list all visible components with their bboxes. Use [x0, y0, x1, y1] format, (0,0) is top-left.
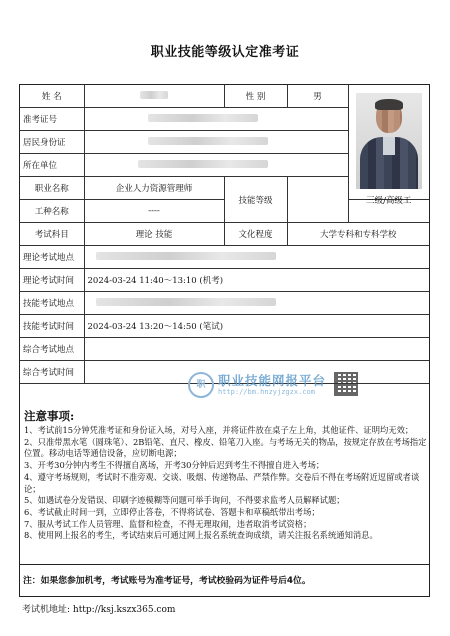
id-label: 居民身份证	[20, 131, 84, 154]
name-value	[84, 85, 224, 108]
level-value: 三级/高级工	[348, 189, 429, 212]
company-value	[84, 154, 348, 177]
id-value	[84, 131, 348, 154]
job-type-value: ----	[84, 200, 224, 223]
qr-code-icon	[334, 372, 358, 396]
skill-place-label: 技能考试地点	[20, 292, 84, 315]
skill-time-value: 2024-03-24 13:20～14:50 (笔试)	[84, 315, 429, 338]
info-table	[20, 85, 429, 384]
gender-label: 性 别	[224, 85, 287, 108]
occupation-value: 企业人力资源管理师	[84, 177, 224, 200]
watermark-url: http://bm.hnzyjzgzx.com	[218, 388, 315, 396]
row-subject	[20, 223, 429, 246]
redacted-ticket	[148, 114, 258, 122]
theory-time-label: 理论考试时间	[20, 269, 84, 292]
photo-cell	[348, 85, 429, 200]
theory-place-value	[84, 246, 429, 269]
theory-time-value: 2024-03-24 11:40～13:10 (机考)	[84, 269, 429, 292]
row-theory-place	[20, 246, 429, 269]
machine-exam-note: 注：如果您参加机考，考试账号为准考证号，考试校验码为证件号后4位。	[20, 564, 429, 596]
row-theory-time	[20, 269, 429, 292]
platform-watermark	[188, 370, 360, 400]
notice-item: 8、使用网上报名的考生，考试结束后可通过网上报名系统查询成绩，请关注报名系统通知消息。	[24, 530, 378, 541]
row-skill-place	[20, 292, 429, 315]
theory-place-label: 理论考试地点	[20, 246, 84, 269]
education-label: 文化程度	[224, 223, 287, 246]
ticket-value	[84, 108, 348, 131]
notice-item: 4、遵守考场规则，考试时不准旁观、交谈、吸烟、传递物品、严禁作弊。交卷后不得在考场附近逗留或者谈论；	[24, 471, 420, 494]
job-type-label: 工种名称	[20, 200, 84, 223]
notice-item: 7、服从考试工作人员管理、监督和检查，不得无理取闹，违者取消考试资格；	[24, 518, 312, 529]
ticket-label: 准考证号	[20, 108, 84, 131]
redacted-name	[140, 91, 168, 99]
watermark-title: 职业技能网报平台	[218, 373, 327, 388]
comp-place-value	[84, 338, 429, 361]
row-comp-place	[20, 338, 429, 361]
level-label: 技能等级	[224, 177, 287, 223]
notice-item: 3、开考30分钟内考生不得擅自离场，开考30分钟后迟到考生不得擅自进入考场；	[24, 460, 325, 471]
skill-place-value	[84, 292, 429, 315]
comp-place-label: 综合考试地点	[20, 338, 84, 361]
redacted-skill-place	[96, 298, 276, 306]
exam-machine-url[interactable]: 考试机地址: http://ksj.kszx365.com	[22, 605, 176, 615]
comp-time-label: 综合考试时间	[20, 361, 84, 384]
row-skill-time	[20, 315, 429, 338]
notice-list	[24, 425, 427, 542]
notice-item: 5、如遇试卷分发错误、印刷字迹模糊等问题可举手询问，不得要求监考人员解释试题；	[24, 495, 345, 506]
education-value: 大学专科和专科学校	[287, 223, 429, 246]
notice-heading: 注意事项:	[24, 409, 75, 423]
notice-item: 1、考试前15分钟凭准考证和身份证入场，对号入座，并将证件放在桌子左上角，其他证件、证明均无效；	[24, 425, 414, 435]
gender-value: 男	[287, 85, 348, 108]
redacted-id	[148, 137, 268, 145]
name-label: 姓 名	[20, 85, 84, 108]
redacted-company	[138, 160, 268, 168]
row-name	[20, 85, 429, 108]
occupation-label: 职业名称	[20, 177, 84, 200]
subject-label: 考试科目	[20, 223, 84, 246]
level-spacer	[287, 177, 348, 223]
admission-ticket-card	[19, 84, 430, 597]
platform-logo-icon: 职	[188, 372, 214, 398]
redacted-theory-place	[96, 252, 276, 260]
company-label: 所在单位	[20, 154, 84, 177]
notice-item: 6、考试截止时间一到，立即停止答卷，不得将试卷、答题卡和草稿纸带出考场；	[24, 506, 320, 517]
page-title: 职业技能等级认定准考证	[150, 45, 300, 60]
skill-time-label: 技能考试时间	[20, 315, 84, 338]
candidate-photo	[356, 93, 422, 189]
notice-item: 2、只准带黑水笔（圆珠笔）、2B铅笔、直尺、橡皮、铅笔刀入座。与考场无关的物品，按规定存放在考场指定位置。移动电话等通信设备，应切断电源；	[24, 436, 427, 459]
subject-value: 理论 技能	[84, 223, 224, 246]
